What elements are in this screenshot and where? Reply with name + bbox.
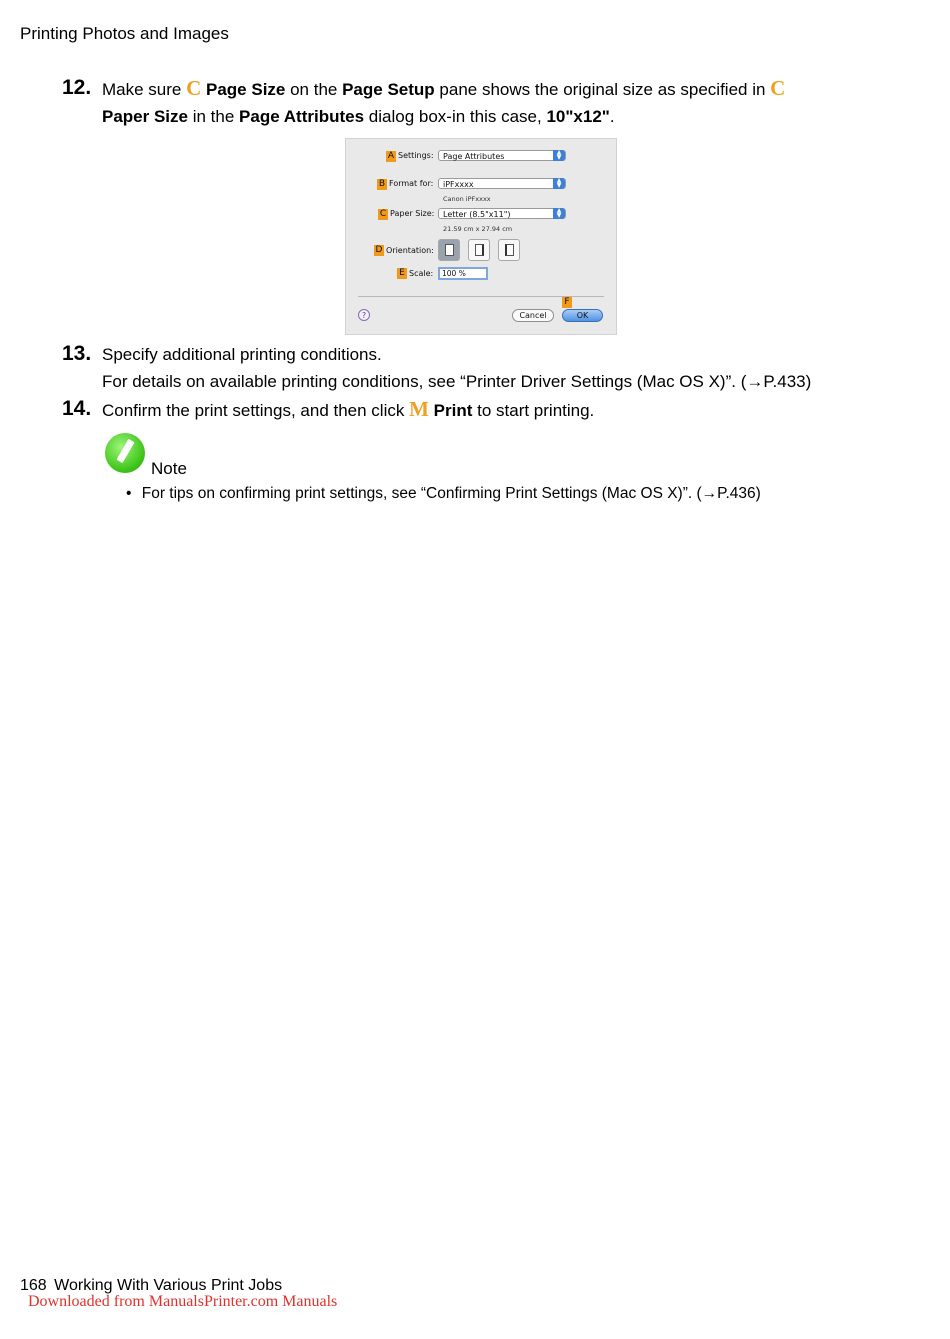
callout-letter-c: C bbox=[186, 76, 202, 100]
help-icon[interactable]: ? bbox=[358, 309, 370, 321]
paper-size-label: Paper Size: bbox=[390, 209, 435, 218]
format-for-label: Format for: bbox=[389, 179, 434, 188]
text: in the bbox=[188, 107, 240, 126]
text: dialog box-in this case, bbox=[364, 107, 547, 126]
text: pane shows the original size as specified in bbox=[434, 80, 771, 99]
bold-paper-size: Paper Size bbox=[102, 107, 188, 126]
paper-size-popup[interactable] bbox=[438, 208, 566, 219]
orientation-landscape-button[interactable] bbox=[468, 239, 490, 261]
note-item bbox=[126, 485, 761, 503]
note-item-text: For tips on confirming print settings, see “Confirming Print Settings (Mac OS X)”. (→P.436) bbox=[141, 485, 761, 502]
text: Make sure bbox=[102, 80, 187, 99]
pencil-icon bbox=[116, 439, 134, 463]
bold-page-attributes: Page Attributes bbox=[239, 107, 365, 126]
ok-button[interactable]: OK bbox=[562, 309, 603, 322]
orientation-reverse-landscape-button[interactable] bbox=[498, 239, 520, 261]
footer-section-title: Working With Various Print Jobs bbox=[54, 1277, 283, 1294]
step-13-line-1: Specify additional printing conditions. bbox=[102, 345, 382, 364]
paper-size-subtext: 21.59 cm x 27.94 cm bbox=[443, 225, 513, 233]
callout-badge-c: C bbox=[379, 209, 387, 219]
scale-label: Scale: bbox=[409, 269, 434, 278]
callout-letter-m: M bbox=[409, 397, 429, 421]
step-14-text bbox=[102, 396, 862, 424]
page-attributes-dialog bbox=[345, 138, 617, 335]
bold-page-setup: Page Setup bbox=[342, 80, 435, 99]
bullet-icon: • bbox=[126, 485, 132, 502]
scale-input[interactable]: 100 % bbox=[438, 267, 488, 280]
orientation-portrait-button[interactable] bbox=[438, 239, 460, 261]
step-13-line-2: For details on available printing conditions, see “Printer Driver Settings (Mac OS X)”. (→P.433) bbox=[102, 372, 812, 391]
paper-size-value: Letter (8.5"x11") bbox=[443, 210, 511, 219]
cancel-button[interactable]: Cancel bbox=[512, 309, 554, 322]
settings-value: Page Attributes bbox=[443, 152, 505, 161]
callout-badge-e: E bbox=[397, 268, 407, 279]
bold-page-size: Page Size bbox=[206, 80, 286, 99]
popup-arrows-icon: ▲ ▼ bbox=[553, 178, 565, 189]
text: on the bbox=[285, 80, 343, 99]
callout-badge-a: A bbox=[387, 151, 395, 161]
step-12-line-2 bbox=[102, 103, 862, 130]
download-link[interactable]: Downloaded from ManualsPrinter.com Manuals bbox=[28, 1293, 338, 1310]
page-header-title: Printing Photos and Images bbox=[20, 24, 229, 43]
note-pencil-icon bbox=[105, 433, 145, 473]
settings-popup[interactable] bbox=[438, 150, 566, 161]
orientation-label: Orientation: bbox=[386, 246, 434, 255]
step-13-number: 13. bbox=[62, 342, 92, 365]
step-12-text bbox=[102, 75, 862, 130]
bold-print: Print bbox=[433, 401, 473, 420]
format-for-popup[interactable] bbox=[438, 178, 566, 189]
text: Confirm the print settings, and then click bbox=[102, 401, 410, 420]
text: . bbox=[609, 107, 615, 126]
callout-badge-d: D bbox=[375, 245, 383, 255]
step-12-number: 12. bbox=[62, 76, 92, 99]
bold-size: 10"x12" bbox=[546, 107, 610, 126]
portrait-page-icon bbox=[445, 244, 454, 256]
callout-badge-f: F bbox=[562, 297, 572, 308]
text: to start printing. bbox=[472, 401, 595, 420]
step-13-text bbox=[102, 341, 902, 395]
callout-badge-b: B bbox=[378, 179, 386, 189]
page-number: 168 bbox=[20, 1277, 47, 1294]
settings-label: Settings: bbox=[398, 151, 434, 160]
format-for-value: iPFxxxx bbox=[443, 180, 474, 189]
callout-letter-c: C bbox=[770, 76, 786, 100]
landscape-page-icon bbox=[475, 244, 484, 256]
popup-arrows-icon: ▲ ▼ bbox=[553, 150, 565, 161]
step-12-line-1 bbox=[102, 75, 862, 103]
step-14-number: 14. bbox=[62, 397, 92, 420]
format-for-subtext: Canon iPFxxxx bbox=[443, 195, 491, 203]
popup-arrows-icon: ▲ ▼ bbox=[553, 208, 565, 219]
dialog-divider bbox=[358, 296, 604, 297]
note-title: Note bbox=[151, 459, 187, 478]
reverse-landscape-page-icon bbox=[505, 244, 514, 256]
